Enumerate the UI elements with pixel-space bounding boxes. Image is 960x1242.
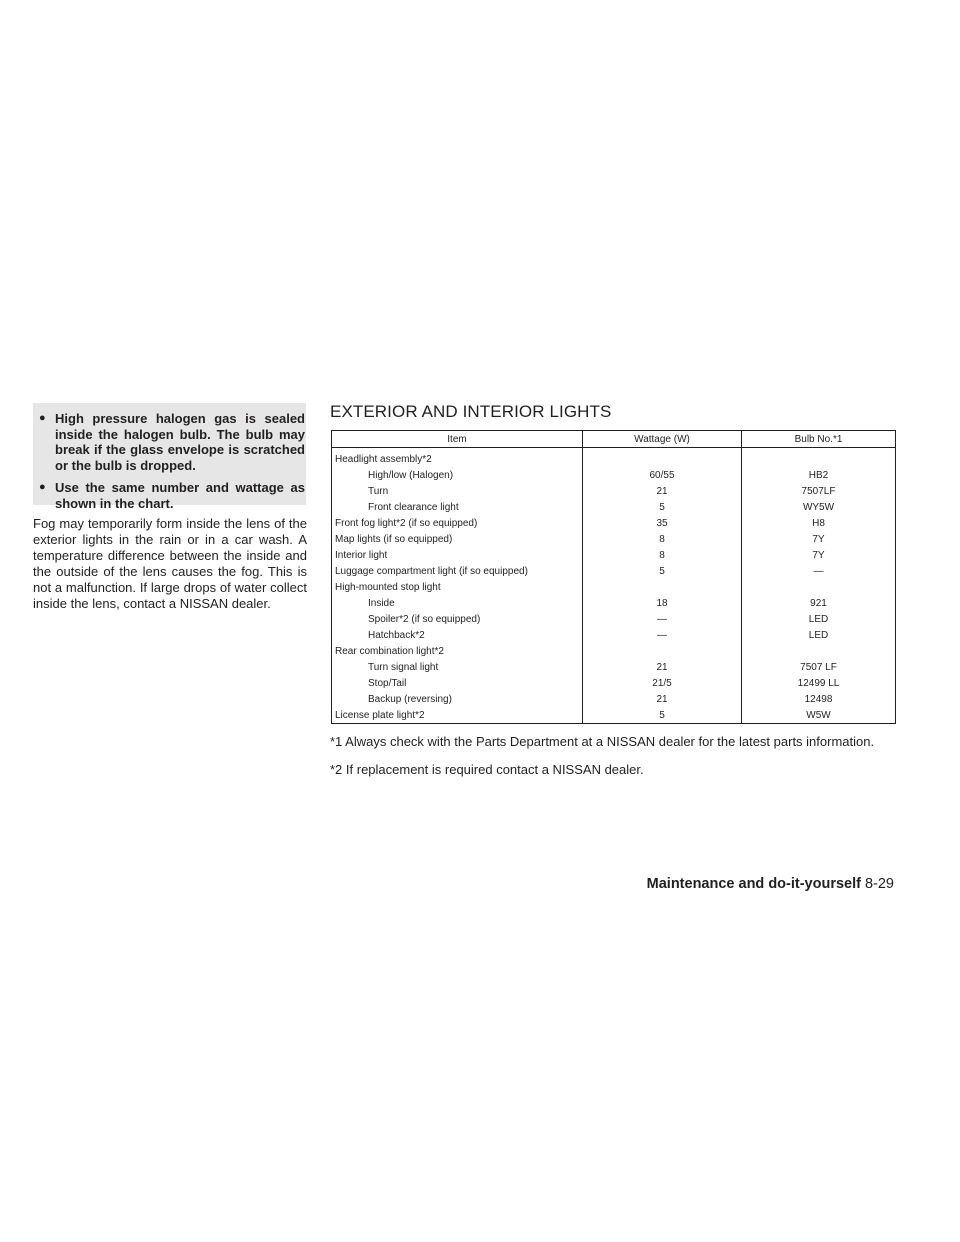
page-number: 8-29 bbox=[864, 876, 894, 892]
cell-wattage: 8 bbox=[583, 547, 742, 563]
fog-paragraph: Fog may temporarily form inside the lens of the exterior lights in the rain or in a car wash. A temperature difference between the inside and the outside of the lens causes the fog. This is not a malfunction. If large drops of water collect inside the lens, contact a NISSAN dealer. bbox=[33, 516, 307, 611]
cell-wattage: 5 bbox=[583, 707, 742, 724]
cell-bulb-number: 7507 LF bbox=[742, 659, 896, 675]
footnote-1: *1 Always check with the Parts Department at a NISSAN dealer for the latest parts information. bbox=[330, 734, 875, 749]
cell-item: Stop/Tail bbox=[332, 675, 583, 691]
cell-wattage: 5 bbox=[583, 499, 742, 515]
cell-item: Spoiler*2 (if so equipped) bbox=[332, 611, 583, 627]
cell-bulb-number bbox=[742, 579, 896, 595]
table-row bbox=[332, 675, 896, 691]
chapter-title: Maintenance and do-it-yourself bbox=[646, 876, 861, 892]
caution-text: Use the same number and wattage as shown in the chart. bbox=[55, 480, 305, 511]
cell-item: High/low (Halogen) bbox=[332, 467, 583, 483]
cell-bulb-number: WY5W bbox=[742, 499, 896, 515]
cell-item: Rear combination light*2 bbox=[332, 643, 583, 659]
cell-bulb-number bbox=[742, 448, 896, 468]
caution-item bbox=[39, 480, 306, 511]
cell-wattage: 35 bbox=[583, 515, 742, 531]
cell-bulb-number: LED bbox=[742, 611, 896, 627]
cell-item: Inside bbox=[332, 595, 583, 611]
footnote-2: *2 If replacement is required contact a NISSAN dealer. bbox=[330, 762, 644, 777]
caution-box bbox=[33, 403, 306, 511]
page-footer bbox=[647, 876, 894, 892]
column-header-wattage: Wattage (W) bbox=[583, 431, 742, 448]
table-row bbox=[332, 547, 896, 563]
table-row bbox=[332, 611, 896, 627]
cell-wattage bbox=[583, 579, 742, 595]
bullet-icon: ● bbox=[39, 412, 46, 424]
cell-wattage: 18 bbox=[583, 595, 742, 611]
section-title: EXTERIOR AND INTERIOR LIGHTS bbox=[330, 402, 612, 421]
table-row bbox=[332, 531, 896, 547]
cell-wattage: 21 bbox=[583, 691, 742, 707]
table-body bbox=[332, 448, 896, 724]
cell-bulb-number: LED bbox=[742, 627, 896, 643]
cell-wattage: 21/5 bbox=[583, 675, 742, 691]
cell-item: Luggage compartment light (if so equipped) bbox=[332, 563, 583, 579]
cell-wattage: 8 bbox=[583, 531, 742, 547]
table-row bbox=[332, 448, 896, 468]
cell-bulb-number: H8 bbox=[742, 515, 896, 531]
cell-wattage: 21 bbox=[583, 659, 742, 675]
cell-wattage: 5 bbox=[583, 563, 742, 579]
cell-item: High-mounted stop light bbox=[332, 579, 583, 595]
cell-bulb-number: 7507LF bbox=[742, 483, 896, 499]
cell-bulb-number: W5W bbox=[742, 707, 896, 724]
cell-wattage: — bbox=[583, 627, 742, 643]
table-row bbox=[332, 691, 896, 707]
cell-bulb-number: 12499 LL bbox=[742, 675, 896, 691]
caution-text: High pressure halogen gas is sealed inside the halogen bulb. The bulb may break if the glass envelope is scratched or the bulb is dropped. bbox=[55, 411, 305, 473]
column-header-bulb: Bulb No.*1 bbox=[742, 431, 896, 448]
cell-bulb-number: 7Y bbox=[742, 531, 896, 547]
cell-item: Front fog light*2 (if so equipped) bbox=[332, 515, 583, 531]
cell-bulb-number: 921 bbox=[742, 595, 896, 611]
table-row bbox=[332, 659, 896, 675]
cell-wattage: 60/55 bbox=[583, 467, 742, 483]
table-row bbox=[332, 595, 896, 611]
table-header-row bbox=[332, 431, 896, 448]
cell-item: Front clearance light bbox=[332, 499, 583, 515]
table-row bbox=[332, 643, 896, 659]
cell-wattage bbox=[583, 643, 742, 659]
table-row bbox=[332, 627, 896, 643]
cell-item: License plate light*2 bbox=[332, 707, 583, 724]
cell-wattage bbox=[583, 448, 742, 468]
table-row bbox=[332, 499, 896, 515]
cell-wattage: — bbox=[583, 611, 742, 627]
table-row bbox=[332, 515, 896, 531]
cell-item: Turn bbox=[332, 483, 583, 499]
cell-item: Turn signal light bbox=[332, 659, 583, 675]
cell-wattage: 21 bbox=[583, 483, 742, 499]
cell-bulb-number: — bbox=[742, 563, 896, 579]
cell-item: Interior light bbox=[332, 547, 583, 563]
table-row bbox=[332, 563, 896, 579]
table-row bbox=[332, 579, 896, 595]
cell-bulb-number: HB2 bbox=[742, 467, 896, 483]
cell-item: Hatchback*2 bbox=[332, 627, 583, 643]
table-row bbox=[332, 483, 896, 499]
cell-bulb-number bbox=[742, 643, 896, 659]
column-header-item: Item bbox=[332, 431, 583, 448]
bulb-spec-table bbox=[331, 430, 896, 724]
caution-item bbox=[39, 411, 306, 473]
table-row bbox=[332, 467, 896, 483]
cell-item: Map lights (if so equipped) bbox=[332, 531, 583, 547]
cell-bulb-number: 12498 bbox=[742, 691, 896, 707]
bullet-icon: ● bbox=[39, 481, 46, 493]
cell-item: Headlight assembly*2 bbox=[332, 448, 583, 468]
cell-bulb-number: 7Y bbox=[742, 547, 896, 563]
table-row bbox=[332, 707, 896, 724]
cell-item: Backup (reversing) bbox=[332, 691, 583, 707]
